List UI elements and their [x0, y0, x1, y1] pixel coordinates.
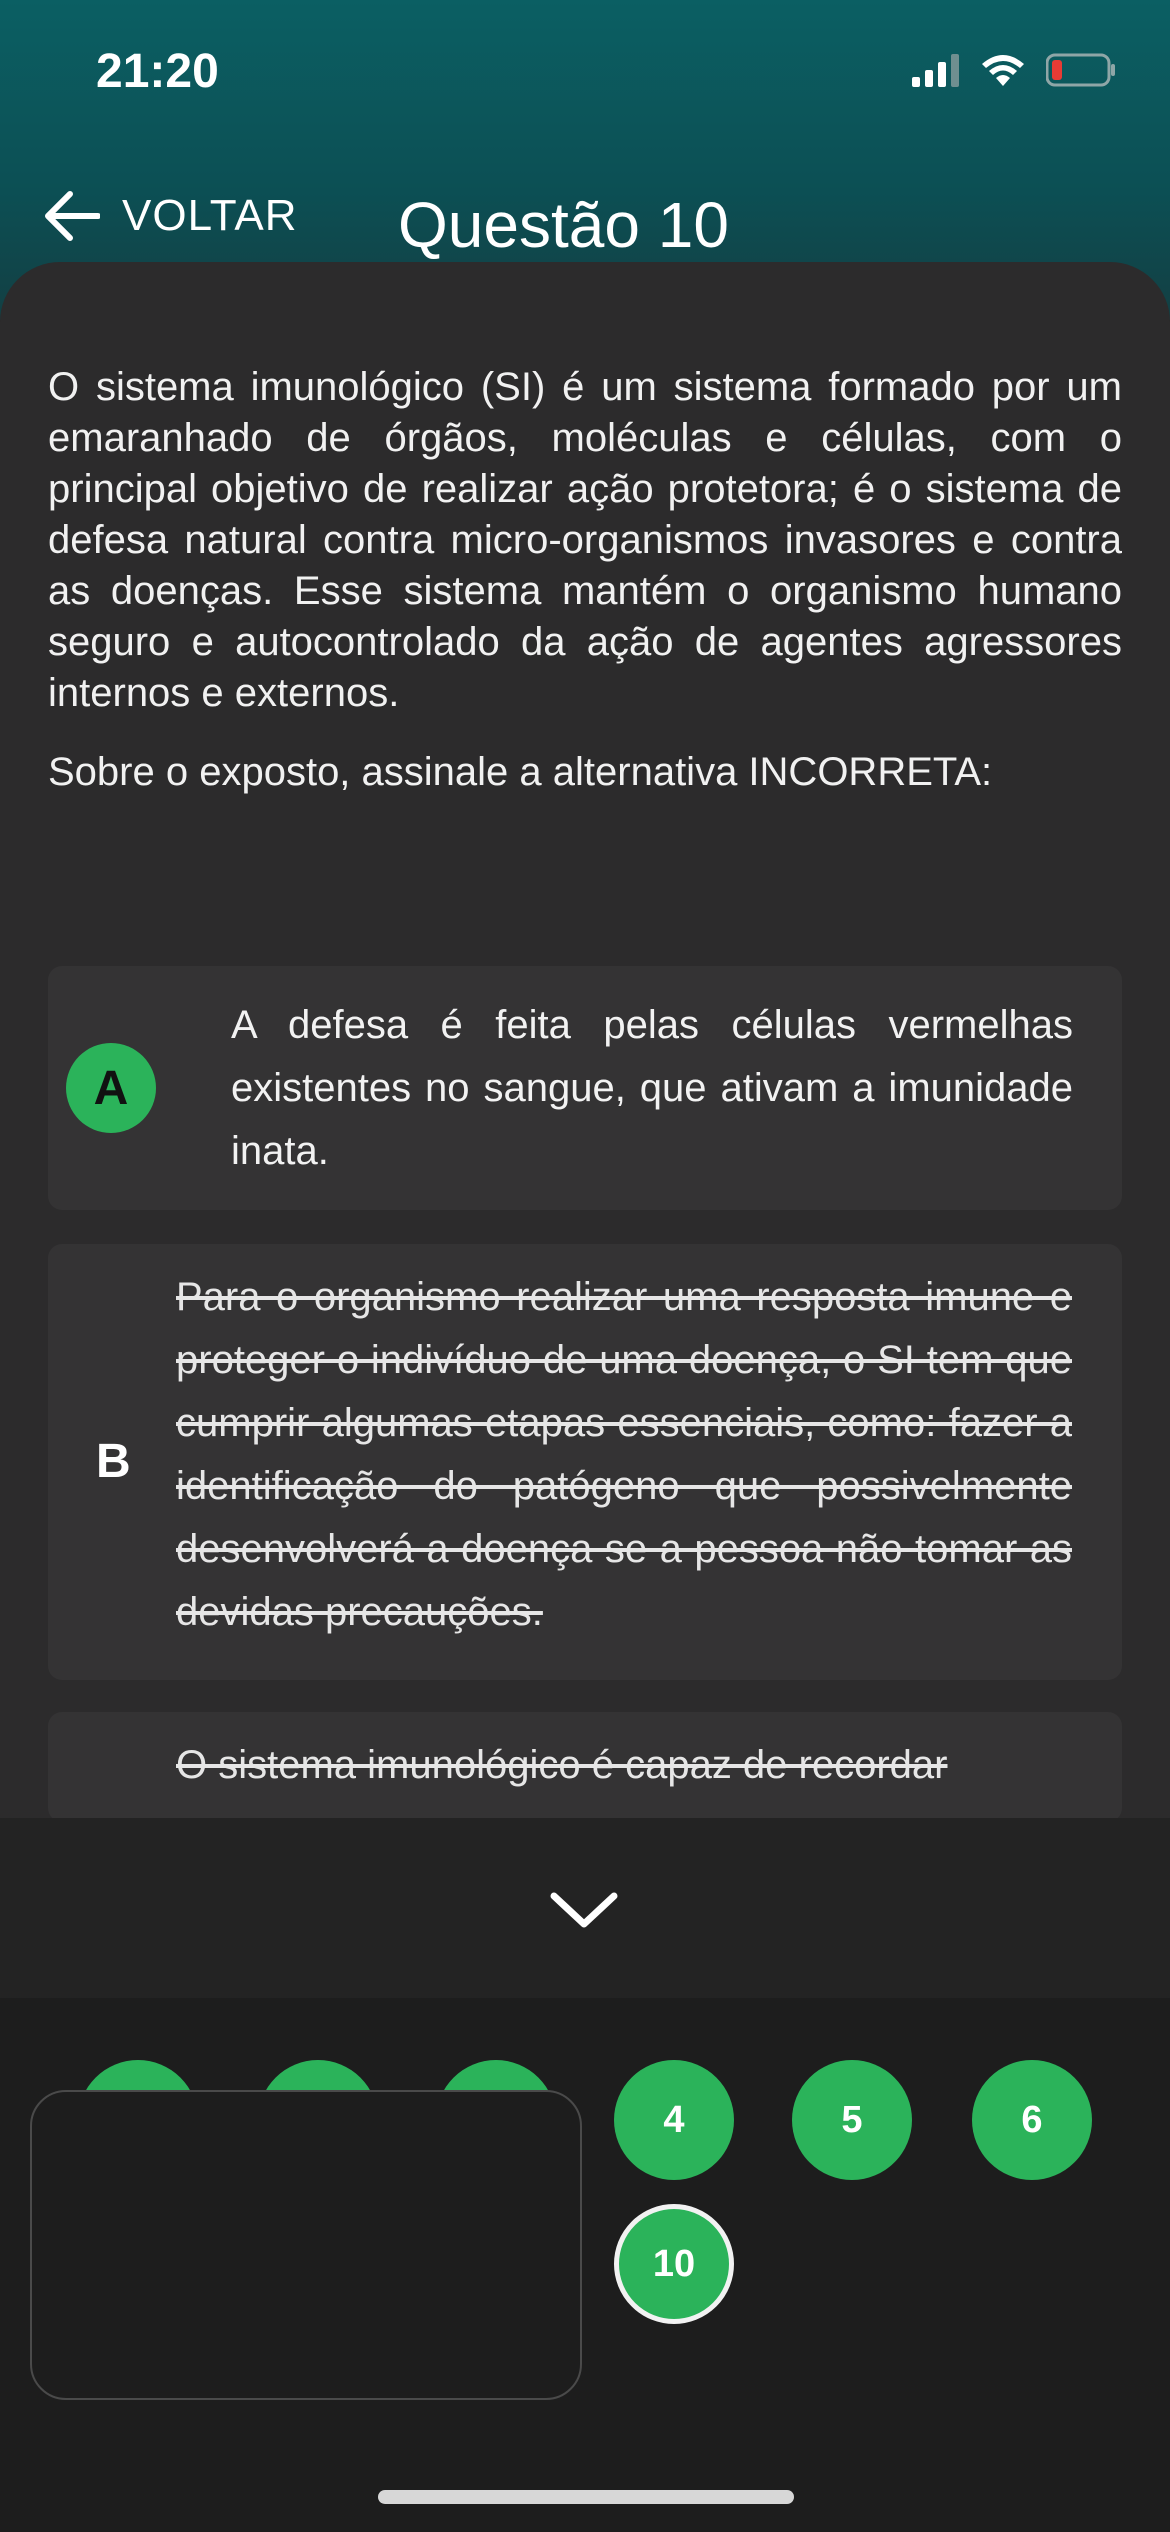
wifi-icon: [980, 52, 1026, 88]
option-a-text: A defesa é feita pelas células vermelhas existentes no sangue, que ativam a imunidade inata.: [231, 1003, 1073, 1173]
arrow-left-icon: [44, 190, 100, 242]
page-title: Questão 10: [398, 189, 729, 261]
question-prompt: Sobre o exposto, assinale a alternativa INCORRETA:: [48, 750, 993, 794]
home-indicator: [378, 2490, 794, 2504]
back-button[interactable]: [44, 190, 298, 242]
question-button-10[interactable]: 10: [614, 2204, 734, 2324]
chevron-down-icon[interactable]: [548, 1888, 620, 1932]
option-b[interactable]: [48, 1244, 1122, 1680]
question-button-5[interactable]: 5: [792, 2060, 912, 2180]
popup-panel: [30, 2090, 582, 2400]
status-time: 21:20: [96, 45, 219, 98]
navigator-header: [0, 1818, 1170, 1998]
status-icons: [912, 52, 1116, 88]
option-c-text: O sistema imunológico é capaz de recordar: [176, 1743, 948, 1787]
option-a-letter: A: [93, 1061, 129, 1115]
option-a-selected-badge: [66, 1043, 156, 1133]
question-stem: O sistema imunológico (SI) é um sistema formado por um emaranhado de órgãos, moléculas e células, com o principal objetivo de realizar ação protetora; é o sistema de defesa natural contra micro-organismos invasores e contra as doenças. Esse sistema mantém o organismo humano seguro e autocontrolado da ação de agentes agressores internos e externos.: [48, 365, 1122, 715]
question-button-6[interactable]: 6: [972, 2060, 1092, 2180]
question-button-4[interactable]: 4: [614, 2060, 734, 2180]
option-b-letter: B: [96, 1435, 131, 1488]
option-c[interactable]: [48, 1712, 1122, 1822]
signal-icon: [912, 53, 960, 87]
battery-icon: [1046, 52, 1116, 88]
option-b-text: Para o organismo realizar uma resposta imune e proteger o indivíduo de uma doença, o SI tem que cumprir algumas etapas essenciais, como: fazer a identificação do patógeno que possivelmente desenvolverá a doença se a pessoa não tomar as devidas precauções.: [176, 1275, 1072, 1634]
back-label: VOLTAR: [122, 191, 298, 240]
option-a[interactable]: [48, 966, 1122, 1210]
